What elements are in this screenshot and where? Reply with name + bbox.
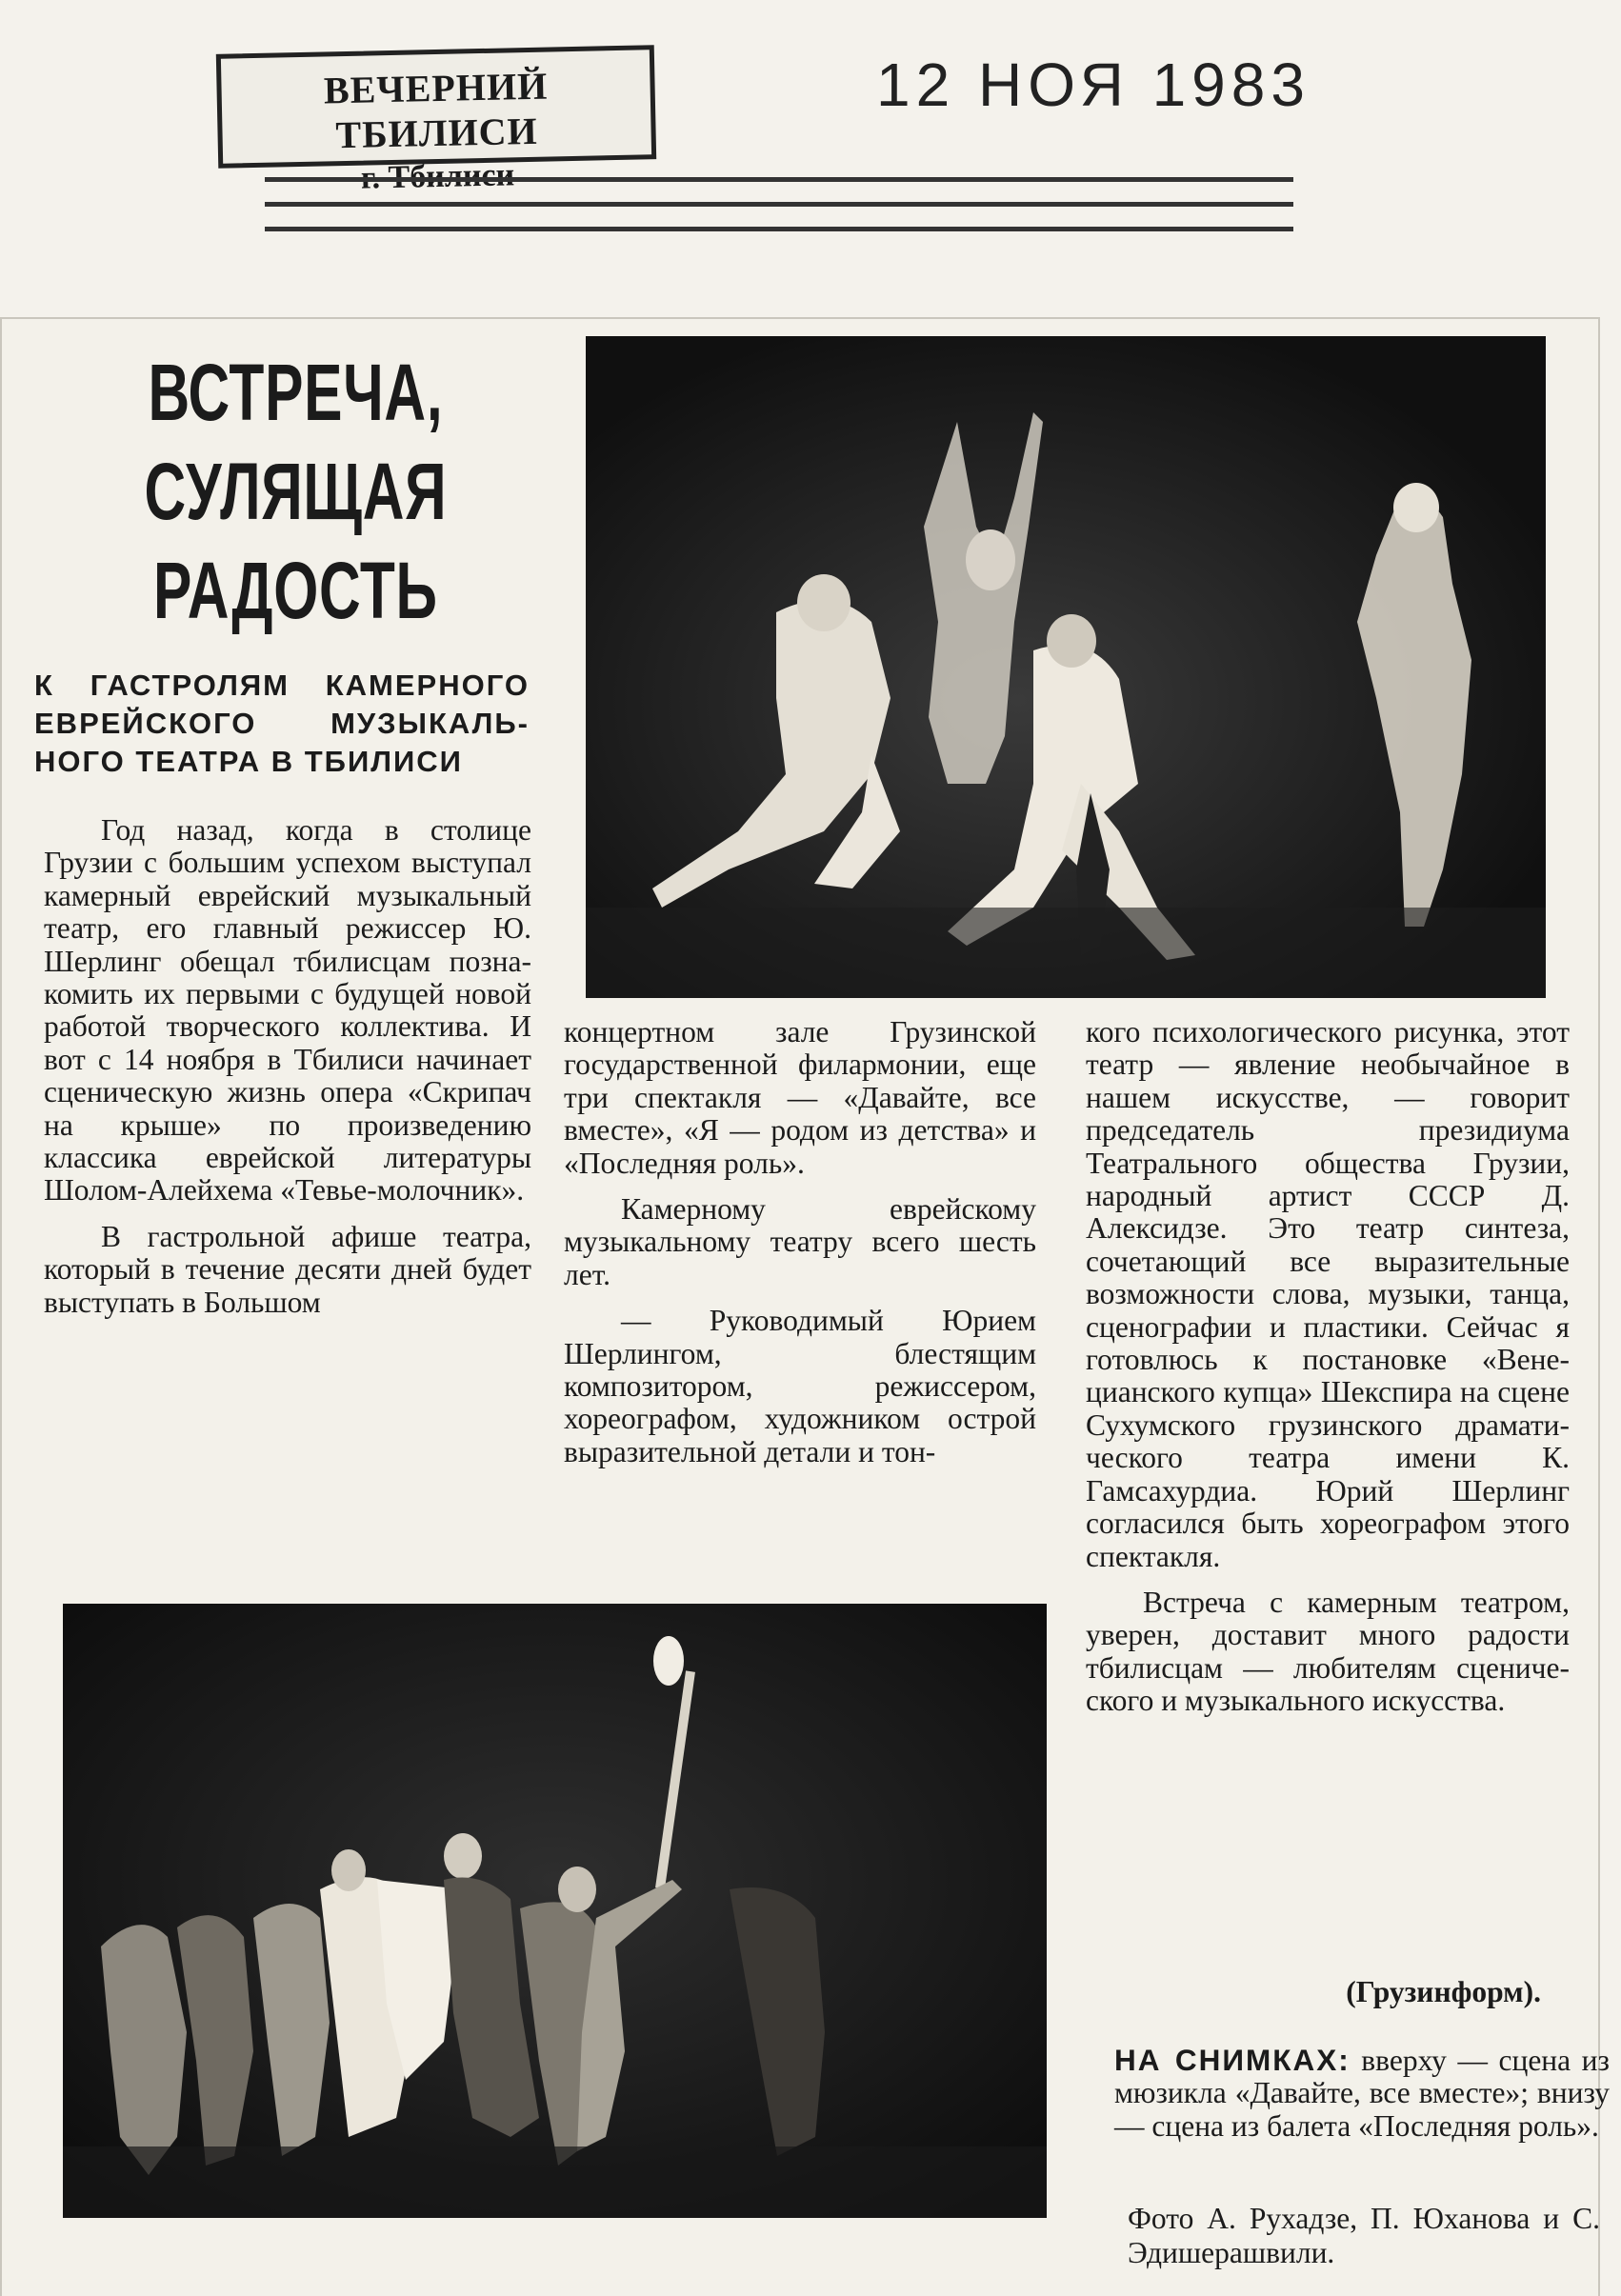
header-rule	[265, 202, 1293, 207]
photo-credit: Фото А. Рухадзе, П. Юханова и С. Эдишерашвили.	[1128, 2202, 1600, 2269]
header-rule	[265, 177, 1293, 182]
subhead-line: К ГАСТРОЛЯМ КАМЕРНОГО	[34, 669, 530, 702]
photo-caption	[1114, 2044, 1610, 2143]
headline-line: ВСТРЕЧА,	[148, 348, 444, 437]
article-column-2	[564, 1016, 1036, 1468]
paragraph: Камерному еврейскому музыкальному театру всего шесть лет.	[564, 1192, 1036, 1291]
paragraph: Год назад, когда в столице Грузии с большим успехом выступал камерный еврейский музыкальный театр, его главный режиссер Ю. Шерлинг обещал тбилисцам познакомить их первыми с будущей новой работой творческого коллектива. И вот с 14 ноября в Тбилиси начинает сценическую жизнь опера «Скрипач на крыше» по произведению классика еврейской литературы Шолом-Алейхема «Тевье-молочник».	[44, 813, 531, 1208]
article-column-1	[44, 814, 531, 1319]
caption-text: вверху — сцена из мюзикла «Давайте, все вместе»; внизу — сцена из балета «Последняя роль».	[1114, 2044, 1610, 2143]
date-stamp: 12 НОЯ 1983	[876, 50, 1311, 119]
headline-line: СУЛЯЩАЯ	[144, 447, 448, 536]
photo-top-illustration	[586, 336, 1546, 998]
paragraph: концертном зале Грузинской государственной филармонии, еще три спектакля — «Давайте, все вместе», «Я — родом из детства» и «Последняя роль».	[564, 1015, 1036, 1180]
article-subhead	[34, 667, 530, 781]
header-rule	[265, 227, 1293, 231]
paragraph: — Руководимый Юрием Шерлингом, блестящим композитором, режиссером, хореографом, художником острой выразительной детали и тон-	[564, 1304, 1036, 1468]
subhead-line: ЕВРЕЙСКОГО МУЗЫКАЛЬ-	[34, 707, 530, 740]
photo-top-musical-scene	[586, 336, 1546, 998]
article-headline	[59, 343, 532, 640]
subhead-line: НОГО ТЕАТРА В ТБИЛИСИ	[34, 745, 463, 778]
headline-line: РАДОСТЬ	[153, 546, 438, 635]
paragraph: Встреча с камерным театром, уверен, доставит много радости тбилисцам — любителям сценического и музыкального искусства.	[1086, 1585, 1570, 1718]
photo-bottom-illustration	[63, 1604, 1047, 2218]
article-column-3	[1086, 1016, 1570, 1718]
paragraph: В гастрольной афише театра, который в течение десяти дней будет выступать в Большом	[44, 1219, 531, 1319]
photo-bottom-ballet-scene	[63, 1604, 1047, 2218]
stamp-newspaper-name: ВЕЧЕРНИЙ ТБИЛИСИ	[323, 64, 549, 157]
news-agency-credit: (Грузинформ).	[1346, 1975, 1541, 2008]
newspaper-stamp	[216, 45, 656, 169]
paragraph: кого психологического рисунка, этот театр — явление необычайное в нашем искусстве, — говорит председатель президиума Театрального общества Грузии, народный артист СССР Д. Алексидзе. Это театр синтеза, сочетающий все выразительные возможности слова, музыки, танца, сценографии и пластики. Сейчас я готовлюсь к постановке «Венецианского купца» Шекспира на сцене Сухумского грузинского драматического театра имени К. Гамсахурдиа. Юрий Шерлинг согласился быть хореографом этого спектакля.	[1086, 1015, 1570, 1573]
caption-lead: НА СНИМКАХ:	[1114, 2043, 1351, 2077]
